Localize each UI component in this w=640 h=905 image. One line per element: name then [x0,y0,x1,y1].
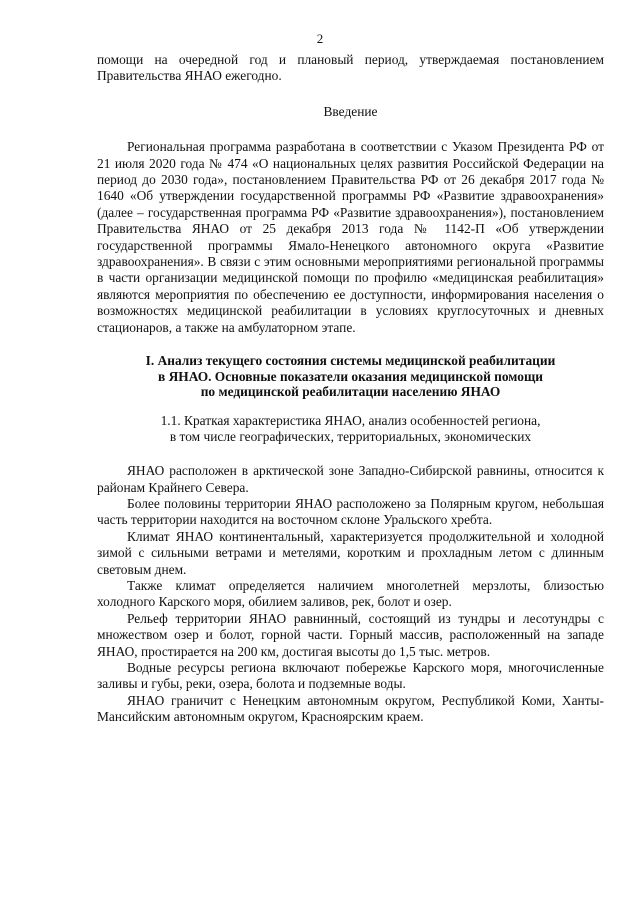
top-paragraph: помощи на очередной год и плановый период, утверждаемая постановлением Правительства ЯНАО ежегодно. [97,52,604,84]
subsection-heading-line: 1.1. Краткая характеристика ЯНАО, анализ особенностей региона, [160,413,541,429]
subsection-heading-line: в том числе географических, территориальных, экономических [169,428,532,444]
body-paragraph: Водные ресурсы региона включают побережье Карского моря, многочисленные заливы и губы, реки, озера, болота и подземные воды. [97,660,604,692]
section-heading [97,353,604,399]
body-paragraph: Более половины территории ЯНАО расположено за Полярным кругом, небольшая часть территории находится на восточном склоне Уральского хребта. [97,495,604,528]
subsection-heading [97,413,604,444]
body-paragraph: Также климат определяется наличием многолетней мерзлоты, близостью холодного Карского моря, обилием заливов, рек, болот и озер. [97,577,604,610]
body-text [97,463,604,726]
section-heading-line: в ЯНАО. Основные показатели оказания медицинской помощи [158,368,543,384]
body-paragraph: Рельеф территории ЯНАО равнинный, состоящий из тундры и лесотундры с множеством озер и болот, горной части. Горный массив, расположенный на западе ЯНАО, простирается на 200 км, достигая высоты до 1,5 тыс. метров. [97,610,604,659]
section-heading-line: по медицинской реабилитации населению ЯНАО [200,383,501,399]
intro-paragraph: Региональная программа разработана в соответствии с Указом Президента РФ от 21 июля 2020 года № 474 «О национальных целях развития Российской Федерации на период до 2030 года», постановлением Правительства РФ от 26 декабря 2017 года № 1640 «Об утверждении государственной программы РФ «Развитие здравоохранения» (далее – государственная программа РФ «Развитие здравоохранения»), постановлением Правительства ЯНАО от 25 декабря 2013 года № 1142-П «Об утверждении государственной программы Ямало-Ненецкого автономного округа «Развитие здравоохранения». В связи с этим основными мероприятиями региональной программы в части организации медицинской помощи по профилю «медицинская реабилитация» являются мероприятия по обеспечению ее доступности, информирования населения о возможностях медицинской реабилитации в условиях круглосуточных и дневных стационаров, а также на амбулаторном этапе. [97,139,604,335]
body-paragraph: ЯНАО расположен в арктической зоне Западно-Сибирской равнины, относится к районам Крайнего Севера. [97,463,604,495]
page-number: 2 [316,31,324,46]
section-heading-line: I. Анализ текущего состояния системы медицинской реабилитации [145,353,556,369]
page-content [97,52,604,726]
body-paragraph: ЯНАО граничит с Ненецким автономным округом, Республикой Коми, Ханты-Мансийским автономным округом, Красноярским краем. [97,692,604,725]
body-paragraph: Климат ЯНАО континентальный, характеризуется продолжительной и холодной зимой с сильными ветрами и метелями, коротким и прохладным летом с длинным световым днем. [97,528,604,577]
intro-heading: Введение [323,103,378,119]
